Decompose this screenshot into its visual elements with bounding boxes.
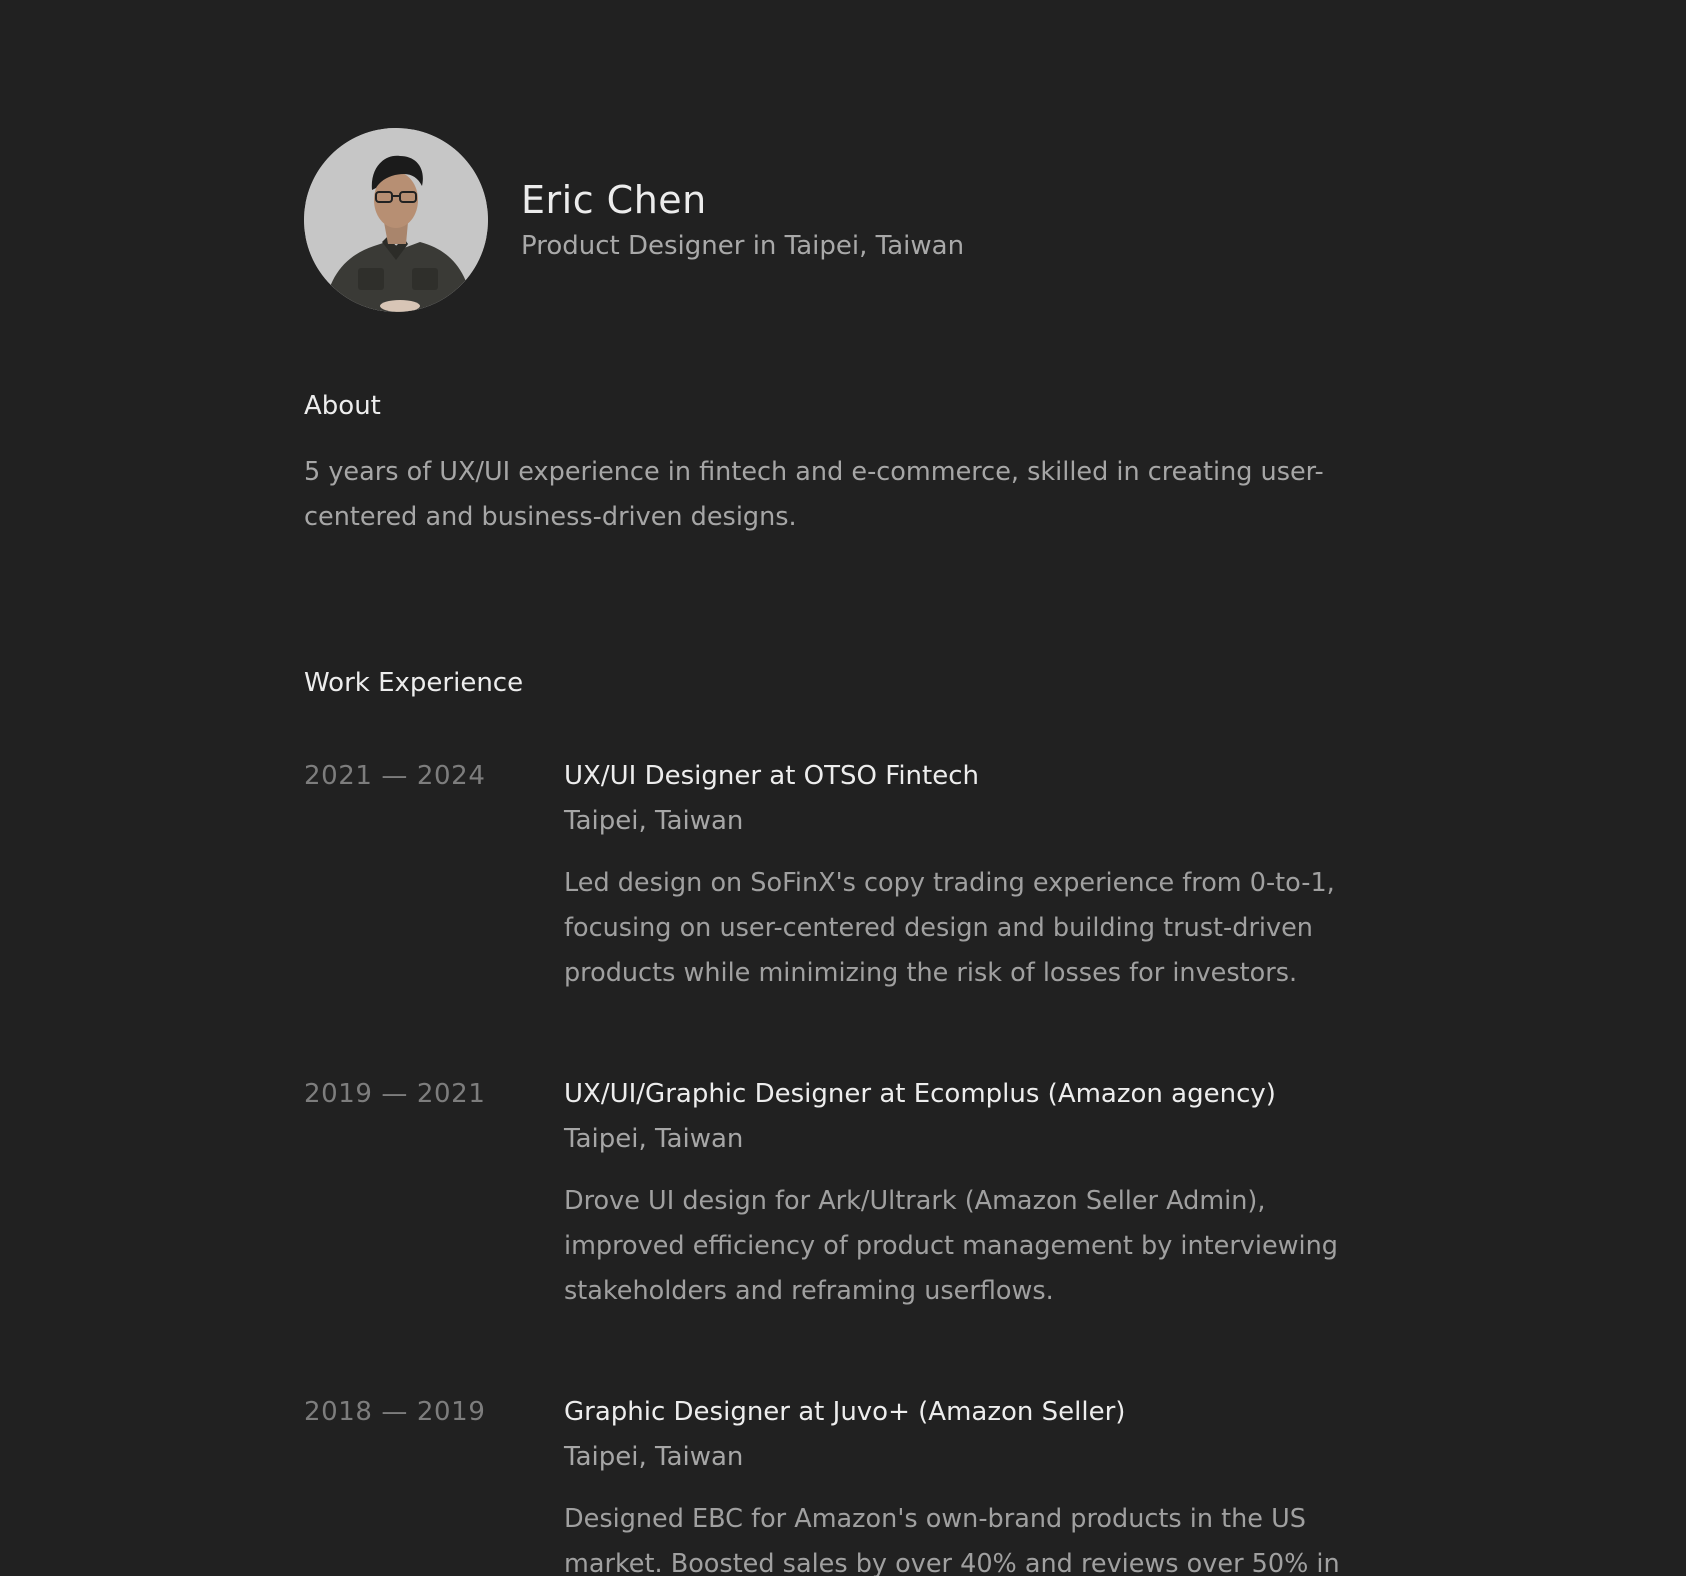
- job-title: UX/UI Designer at OTSO Fintech: [564, 761, 979, 791]
- job-years: 2018 — 2019: [304, 1397, 486, 1427]
- profile-avatar: [304, 128, 488, 312]
- job-description: Led design on SoFinX's copy trading experience from 0-to-1, focusing on user-centered design and building trust-driven products while minimizing the risk of losses for investors.: [564, 868, 1335, 988]
- profile-subtitle: Product Designer in Taipei, Taiwan: [521, 231, 965, 261]
- job-description: Drove UI design for Ark/Ultrark (Amazon Seller Admin), improved efficiency of product management by interviewing stakeholders and reframing userflows.: [564, 1186, 1338, 1306]
- about-text: 5 years of UX/UI experience in fintech and e-commerce, skilled in creating user-centered and business-driven designs.: [304, 457, 1324, 532]
- job-description: Designed EBC for Amazon's own-brand products in the US market. Boosted sales by over 40% and reviews over 50% in: [564, 1504, 1340, 1576]
- job-location: Taipei, Taiwan: [564, 1442, 744, 1472]
- work-experience-heading: Work Experience: [304, 668, 524, 698]
- job-years: 2019 — 2021: [304, 1079, 486, 1109]
- job-location: Taipei, Taiwan: [564, 806, 744, 836]
- job-details: [564, 759, 1384, 996]
- job-details: [564, 1395, 1384, 1576]
- job-title: Graphic Designer at Juvo+ (Amazon Seller): [564, 1397, 1126, 1427]
- job-location: Taipei, Taiwan: [564, 1124, 744, 1154]
- job-years: 2021 — 2024: [304, 761, 486, 791]
- profile-name: Eric Chen: [521, 178, 707, 222]
- profile-header-text: [521, 177, 964, 263]
- job-title: UX/UI/Graphic Designer at Ecomplus (Amazon agency): [564, 1079, 1276, 1109]
- profile-header: [304, 128, 964, 312]
- about-heading: About: [304, 391, 381, 421]
- avatar-photo: [304, 128, 488, 312]
- job-details: [564, 1077, 1384, 1314]
